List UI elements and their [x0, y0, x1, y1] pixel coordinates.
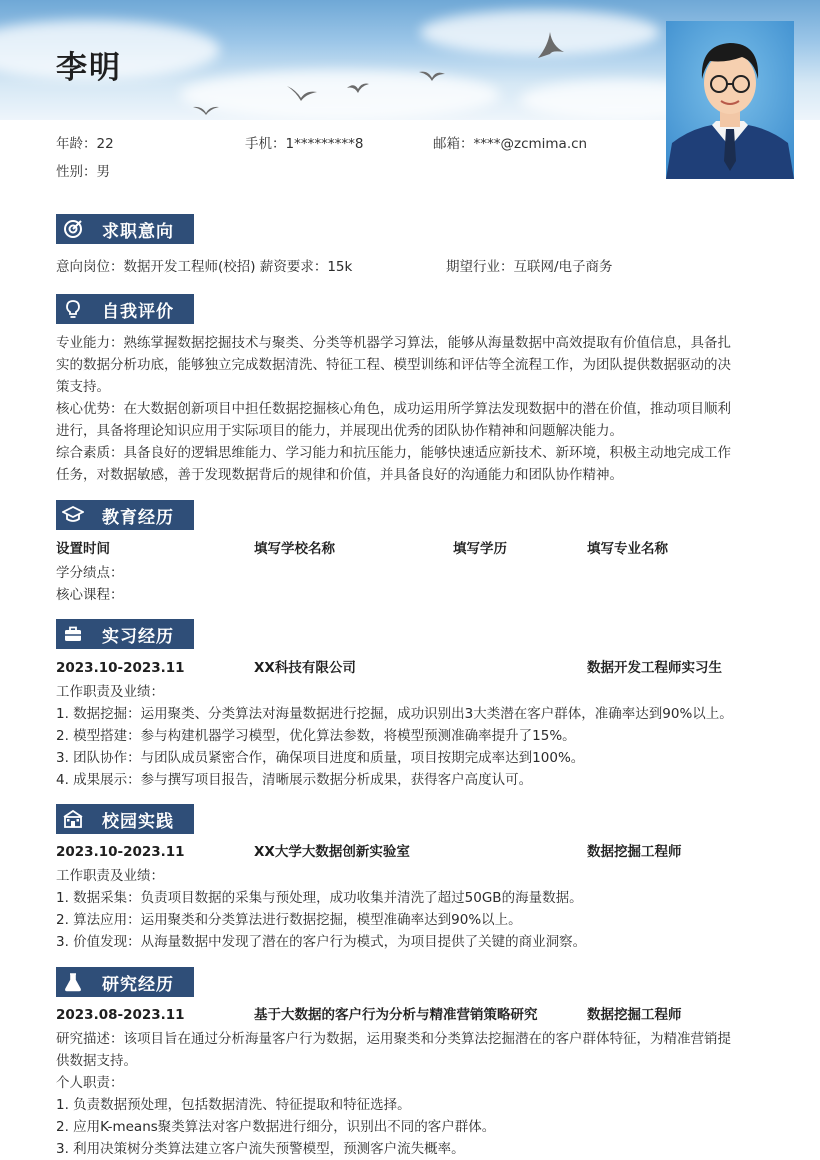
education-row [56, 538, 768, 560]
edu-degree: 填写学历 [453, 541, 507, 557]
intern-company: XX科技有限公司 [254, 660, 356, 676]
research-role: 数据挖掘工程师 [587, 1007, 682, 1023]
intern-item: 4. 成果展示：参与撰写项目报告，清晰展示数据分析成果，获得客户高度认可。 [56, 772, 533, 788]
bird-icon [536, 28, 566, 62]
intern-label: 工作职责及业绩： [56, 684, 164, 700]
campus-row [56, 841, 768, 863]
self-eval-line: 任务，对数据敏感，善于发现数据背后的规律和价值，并具备良好的沟通能力和团队协作精神。 [56, 467, 623, 483]
bird-icon [192, 104, 220, 116]
research-label: 个人职责： [56, 1075, 124, 1091]
target-icon [58, 214, 88, 244]
research-time: 2023.08-2023.11 [56, 1007, 185, 1023]
research-desc: 研究描述：该项目旨在通过分析海量客户行为数据，运用聚类和分类算法挖掘潜在的客户群体特征，为精准营销提 [56, 1031, 731, 1047]
section-header-self [56, 294, 194, 324]
edu-school: 填写学校名称 [254, 541, 335, 557]
intern-item: 1. 数据挖掘：运用聚类、分类算法对海量数据进行挖掘，成功识别出3大类潜在客户群体，准确率达到90%以上。 [56, 706, 733, 722]
briefcase-icon [58, 619, 88, 649]
profile-photo [666, 21, 794, 179]
self-eval-line: 专业能力：熟练掌握数据挖掘技术与聚类、分类等机器学习算法，能够从海量数据中高效提取有价值信息，具备扎 [56, 335, 731, 351]
campus-org: XX大学大数据创新实验室 [254, 844, 410, 860]
bird-icon [346, 80, 370, 94]
section-title: 自我评价 [102, 301, 174, 322]
intern-item: 3. 团队协作：与团队成员紧密合作，确保项目进度和质量，项目按期完成率达到100%。 [56, 750, 585, 766]
section-title: 教育经历 [102, 507, 174, 528]
intern-role: 数据开发工程师实习生 [587, 660, 722, 676]
age-field: 年龄：22 [56, 136, 114, 152]
section-title: 校园实践 [102, 811, 174, 832]
self-eval-line: 实的数据分析功底，能够独立完成数据清洗、特征工程、模型训练和评估等全流程工作，为团队提供数据驱动的决 [56, 357, 731, 373]
self-eval-line: 综合素质：具备良好的逻辑思维能力、学习能力和抗压能力，能够快速适应新技术、新环境，积极主动地完成工作 [56, 445, 731, 461]
intern-item: 2. 模型搭建：参与构建机器学习模型，优化算法参数，将模型预测准确率提升了15%。 [56, 728, 576, 744]
self-eval-line: 核心优势：在大数据创新项目中担任数据挖掘核心角色，成功运用所学算法发现数据中的潜在价值，推动项目顺利 [56, 401, 731, 417]
intern-time: 2023.10-2023.11 [56, 660, 185, 676]
edu-time: 设置时间 [56, 541, 110, 557]
section-header-research [56, 967, 194, 997]
section-title: 求职意向 [102, 221, 174, 242]
internship-row [56, 657, 768, 679]
lightbulb-icon [58, 294, 88, 324]
graduation-cap-icon [58, 500, 88, 530]
section-header-intent [56, 214, 194, 244]
intent-row [56, 256, 768, 278]
self-eval-line: 策支持。 [56, 379, 110, 395]
research-item: 3. 利用决策树分类算法建立客户流失预警模型，预测客户流失概率。 [56, 1141, 465, 1157]
section-header-internship [56, 619, 194, 649]
campus-role: 数据挖掘工程师 [587, 844, 682, 860]
edu-major: 填写专业名称 [587, 541, 668, 557]
flask-icon [58, 967, 88, 997]
edu-courses: 核心课程： [56, 587, 124, 603]
section-title: 实习经历 [102, 626, 174, 647]
campus-item: 3. 价值发现：从海量数据中发现了潜在的客户行为模式，为项目提供了关键的商业洞察。 [56, 934, 587, 950]
campus-label: 工作职责及业绩： [56, 868, 164, 884]
section-header-campus [56, 804, 194, 834]
school-building-icon [58, 804, 88, 834]
research-row [56, 1004, 768, 1026]
intent-position: 意向岗位：数据开发工程师(校招) 薪资要求：15k [56, 259, 353, 275]
research-item: 1. 负责数据预处理，包括数据清洗、特征提取和特征选择。 [56, 1097, 411, 1113]
email-field: 邮箱：****@zcmima.cn [433, 136, 588, 152]
section-header-education [56, 500, 194, 530]
campus-item: 2. 算法应用：运用聚类和分类算法进行数据挖掘，模型准确率达到90%以上。 [56, 912, 522, 928]
campus-item: 1. 数据采集：负责项目数据的采集与预处理，成功收集并清洗了超过50GB的海量数据。 [56, 890, 583, 906]
research-item: 2. 应用K-means聚类算法对客户数据进行细分，识别出不同的客户群体。 [56, 1119, 496, 1135]
edu-gpa: 学分绩点： [56, 565, 124, 581]
bird-icon [286, 84, 318, 102]
bird-icon [418, 68, 446, 82]
campus-time: 2023.10-2023.11 [56, 844, 185, 860]
section-title: 研究经历 [102, 974, 174, 995]
gender-field: 性别：男 [56, 164, 110, 180]
intent-industry: 期望行业：互联网/电子商务 [446, 259, 613, 275]
research-desc: 供数据支持。 [56, 1053, 137, 1069]
research-project: 基于大数据的客户行为分析与精准营销策略研究 [254, 1007, 538, 1023]
candidate-name: 李明 [56, 50, 122, 86]
phone-field: 手机：1*********8 [245, 136, 364, 152]
self-eval-line: 进行，具备将理论知识应用于实际项目的能力，并展现出优秀的团队协作精神和问题解决能力。 [56, 423, 623, 439]
